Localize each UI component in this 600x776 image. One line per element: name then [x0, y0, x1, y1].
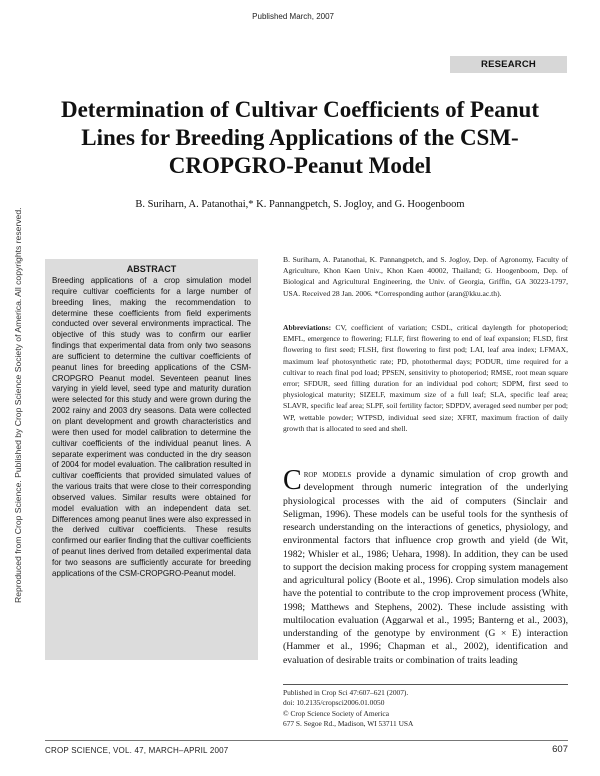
pubinfo-divider: [283, 684, 568, 685]
published-date: Published March, 2007: [252, 12, 334, 21]
abstract-text: Breeding applications of a crop simulation model require cultivar coefficients for a large number of breeding lines, making the recommendation to determine these coefficients from field experiments conducted over several environments impractical. The objective of this study was to confirm our earlier findings that experimental data from only two seasons are sufficient to determine the cultivar coefficients of peanut lines for breeding applications of the CSM-CROPGRO Peanut model. Seventeen peanut lines varying in yield level, seed type and maturity duration were selected for this study and were grown during the 2002 rainy and 2003 dry seasons. Data were collected on plant development and growth characteristics and were then used for model calibration to determine the cultivar coefficients of the individual peanut lines. A separate experiment was conducted in the dry season of 2004 for model evaluation. The calibration resulted in cultivar coefficients that provided simulated values of the various traits that were close to their corresponding observed values. Similar results were obtained for model evaluation with an independent data set. Differences among peanut lines were also expressed in the derived cultivar coefficients. These results confirmed our earlier finding that the cultivar coefficients of peanut lines derived from detailed experimental data for two seasons are sufficiently accurate for breeding applications of the CSM-CROPGRO-Peanut model.: [52, 276, 251, 578]
abbreviations-label: Abbreviations:: [283, 323, 332, 332]
footer-divider: [45, 740, 568, 741]
intro-text: provide a dynamic simulation of crop growth and development through numeric integration of the underlying physiological processes with the aid of computers (Sinclair and Seligman, 1996). These models can be useful tools for the synthesis of research understanding on the interactions of genetics, physiology, and environmental factors that influence crop growth and yield (de Wit, 1982; Whisler et al., 1986; Uehara, 1998). In addition, they can be used to support the decision making process for cropping system management and agricultural policy (Boote et al., 1996). Crop simulation models also have the potential to contribute to the crop improvement process (White, 1998; Matthews and Stephens, 2002). These include assisting with multilocation evaluation (Aggarwal et al., 1995; Banterng et al., 2003), understanding of the genotype by environment (G × E) interaction (Hammer et al., 1996; Chapman et al., 2002), identification and evaluation of desirable traits or combination of traits leading: [283, 469, 568, 666]
publication-info: [283, 688, 568, 729]
introduction-paragraph: [283, 465, 568, 667]
publisher-address: 677 S. Segoe Rd., Madison, WI 53711 USA: [283, 718, 414, 728]
page-number: 607: [552, 744, 568, 755]
author-affiliations: B. Suriharn, A. Patanothai, K. Pannangpetch, and S. Jogloy, Dep. of Agronomy, Faculty of Agriculture, Khon Kaen Univ., Khon Kaen 40002, Thailand; G. Hoogenboom, Dep. of Biological and Agricultural Engineering, the Univ. of Georgia, Griffin, GA 30223-1797, USA. Received 28 Jan. 2006. *Corresponding author (aran@kku.ac.th).: [283, 255, 568, 298]
footer-journal: CROP SCIENCE, VOL. 47, MARCH–APRIL 2007: [45, 746, 229, 755]
citation: Published in Crop Sci 47:607–621 (2007).: [283, 688, 409, 697]
abbreviations: [283, 322, 568, 434]
copyright-text: Reproduced from Crop Science. Published by Crop Science Society of America. All copyrights reserved.: [13, 207, 23, 603]
abstract-heading: ABSTRACT: [126, 264, 177, 274]
drop-cap: C: [283, 465, 302, 496]
copyright: © Crop Science Society of America: [283, 708, 389, 718]
intro-lead: rop models: [303, 469, 352, 480]
doi: doi: 10.2135/cropsci2006.01.0050: [283, 698, 385, 708]
abbreviations-text: CV, coefficient of variation; CSDL, critical daylength for photoperiod; EMFL, emergence to flowering; FLLF, first flowering to end of leaf expansion; FLSD, first flowering to first seed; FLSH, first flowering to first pod; LAI, leaf area index; LFMAX, maximum leaf photosynthetic rate; PD, photothermal days; PODUR, time required for a cultivar to reach final pod load; PPSEN, sensitivity to photoperiod; RMSE, root mean square error; SFDUR, seed filling duration for an individual pod cohort; SDPM, first seed to physiological maturity; SIZELF, maximum size of a full leaf; SLA, specific leaf area; SLAVR, specific leaf area; SLPF, soil fertility factor; SDPDV, averaged seed number per pod; WP, wettable powder; WTPSD, individual seed size; XFRT, maximum fraction of daily growth that is allocated to seed and shell.: [283, 323, 568, 433]
copyright-sidebar: [0, 0, 32, 620]
section-badge: RESEARCH: [450, 56, 567, 73]
article-authors: B. Suriharn, A. Patanothai,* K. Pannangpetch, S. Jogloy, and G. Hoogenboom: [135, 199, 465, 210]
abstract-box: [45, 259, 258, 660]
article-title: Determination of Cultivar Coefficients of Peanut Lines for Breeding Applications of the CSM-CROPGRO-Peanut Model: [60, 97, 539, 178]
